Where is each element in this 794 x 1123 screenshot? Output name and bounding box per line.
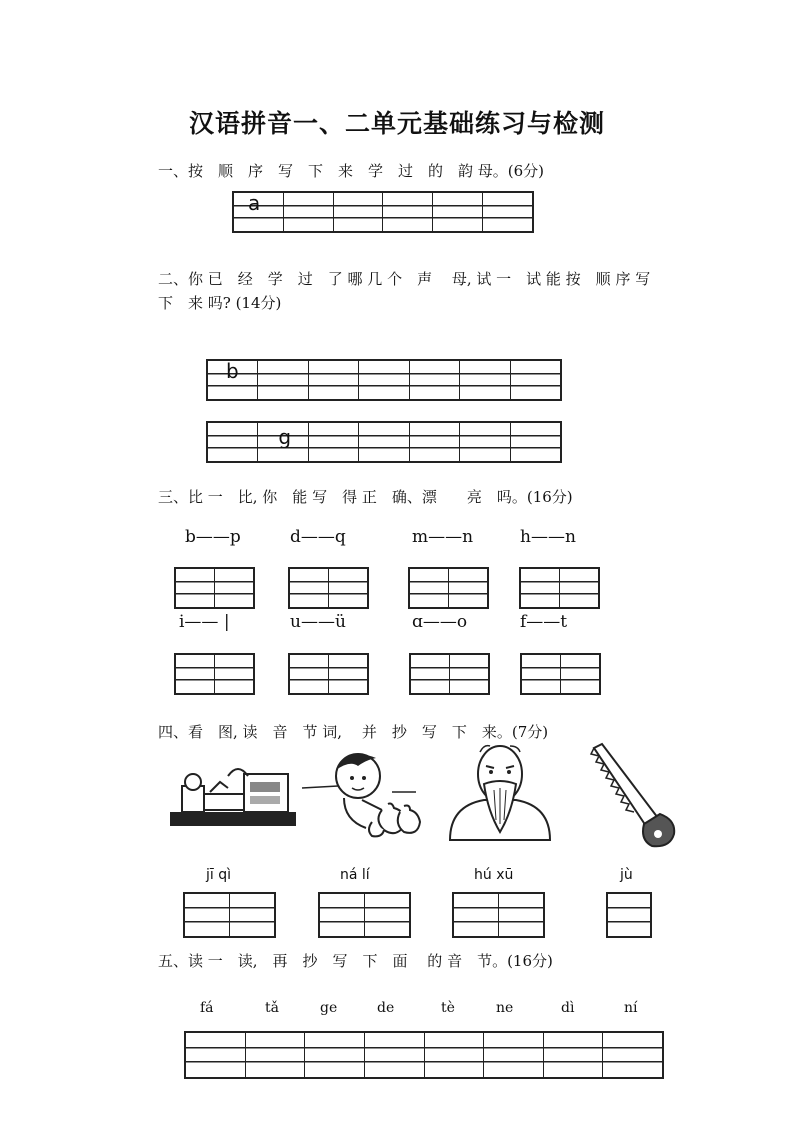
grid-cell[interactable] — [334, 193, 384, 231]
question-2-prompt-line2: 下 来 吗? (14分) — [158, 294, 282, 312]
machine-drawing — [168, 752, 298, 832]
syllable-label: fá — [200, 1000, 214, 1016]
letter-pair: f——t — [520, 612, 568, 632]
grid-cell[interactable] — [433, 193, 483, 231]
grid-cell[interactable] — [450, 655, 488, 693]
word-grid[interactable] — [452, 892, 545, 938]
grid-cell[interactable] — [290, 569, 329, 607]
question-2-grid-2[interactable] — [206, 421, 562, 463]
grid-cell[interactable] — [460, 423, 510, 461]
page-title: 汉语拼音一、二单元基础练习与检测 — [188, 109, 605, 138]
bearded-man-drawing — [444, 742, 556, 842]
question-2-prompt-line1: 二、你 已 经 学 过 了 哪 几 个 声 母, 试 一 试 能 按 顺 序 写 — [158, 270, 651, 288]
grid-cell[interactable] — [511, 423, 560, 461]
grid-cell[interactable] — [410, 569, 449, 607]
syllable-label: ge — [320, 1000, 338, 1016]
grid-cell[interactable] — [185, 894, 230, 936]
grid-cell[interactable] — [460, 361, 510, 399]
grid-cell[interactable] — [560, 569, 598, 607]
pair-grid[interactable] — [520, 653, 601, 695]
grid-cell[interactable] — [320, 894, 365, 936]
grid-cell[interactable] — [544, 1033, 604, 1077]
grid-cell[interactable] — [258, 361, 308, 399]
grid-cell[interactable] — [215, 569, 253, 607]
pinyin-label: hú xū — [474, 867, 514, 883]
prefilled-letter: g — [278, 425, 292, 449]
grid-cell[interactable] — [359, 361, 409, 399]
syllable-label: ní — [624, 1000, 638, 1016]
letter-pair: h——n — [520, 527, 576, 547]
grid-cell[interactable] — [359, 423, 409, 461]
grid-cell[interactable] — [410, 361, 460, 399]
grid-cell[interactable] — [383, 193, 433, 231]
pair-grid[interactable] — [288, 567, 369, 609]
syllable-label: tǎ — [265, 1000, 279, 1016]
grid-cell[interactable] — [234, 193, 284, 231]
grid-cell[interactable] — [305, 1033, 365, 1077]
pinyin-label: jī qì — [206, 867, 232, 883]
letter-pair: b——p — [185, 527, 241, 547]
grid-cell[interactable] — [290, 655, 329, 693]
grid-cell[interactable] — [425, 1033, 485, 1077]
grid-cell[interactable] — [208, 361, 258, 399]
pinyin-label: jù — [620, 867, 633, 883]
grid-cell[interactable] — [208, 423, 258, 461]
question-3-prompt: 三、比 一 比, 你 能 写 得 正 确、漂 亮 吗。(16分) — [158, 488, 573, 506]
question-1-grid[interactable] — [232, 191, 534, 233]
grid-cell[interactable] — [365, 1033, 425, 1077]
grid-cell[interactable] — [309, 423, 359, 461]
grid-cell[interactable] — [284, 193, 334, 231]
word-grid[interactable] — [606, 892, 652, 938]
question-5-grid[interactable] — [184, 1031, 664, 1079]
grid-cell[interactable] — [449, 569, 487, 607]
grid-cell[interactable] — [258, 423, 308, 461]
grid-cell[interactable] — [176, 569, 215, 607]
grid-cell[interactable] — [230, 894, 274, 936]
grid-cell[interactable] — [410, 423, 460, 461]
letter-pair: i—— | — [179, 612, 230, 632]
pinyin-label: ná lí — [340, 867, 370, 883]
grid-cell[interactable] — [365, 894, 409, 936]
letter-pair: m——n — [412, 527, 474, 547]
syllable-label: ne — [496, 1000, 514, 1016]
grid-cell[interactable] — [454, 894, 499, 936]
syllable-label: dì — [561, 1000, 575, 1016]
syllable-label: de — [377, 1000, 395, 1016]
prefilled-letter: b — [226, 359, 239, 383]
pair-grid[interactable] — [288, 653, 369, 695]
question-1-prompt: 一、按 顺 序 写 下 来 学 过 的 韵 母。(6分) — [158, 162, 545, 180]
grid-cell[interactable] — [411, 655, 450, 693]
pair-grid[interactable] — [409, 653, 490, 695]
grid-cell[interactable] — [176, 655, 215, 693]
grid-cell[interactable] — [309, 361, 359, 399]
pair-grid[interactable] — [519, 567, 600, 609]
letter-pair: u——ü — [290, 612, 346, 632]
grid-cell[interactable] — [483, 193, 532, 231]
grid-cell[interactable] — [215, 655, 253, 693]
child-pears-drawing — [300, 748, 425, 838]
letter-pair: d——q — [290, 527, 346, 547]
grid-cell[interactable] — [186, 1033, 246, 1077]
pair-grid[interactable] — [408, 567, 489, 609]
word-grid[interactable] — [183, 892, 276, 938]
letter-pair: ɑ——o — [412, 612, 468, 632]
grid-cell[interactable] — [484, 1033, 544, 1077]
question-5-prompt: 五、读 一 读, 再 抄 写 下 面 的 音 节。(16分) — [158, 952, 553, 970]
grid-cell[interactable] — [561, 655, 599, 693]
grid-cell[interactable] — [603, 1033, 662, 1077]
question-2-grid-1[interactable] — [206, 359, 562, 401]
grid-cell[interactable] — [246, 1033, 306, 1077]
grid-cell[interactable] — [522, 655, 561, 693]
grid-cell[interactable] — [511, 361, 560, 399]
question-4-prompt: 四、看 图, 读 音 节 词, 并 抄 写 下 来。(7分) — [158, 723, 549, 741]
grid-cell[interactable] — [329, 655, 367, 693]
grid-cell[interactable] — [329, 569, 367, 607]
grid-cell[interactable] — [499, 894, 543, 936]
pair-grid[interactable] — [174, 567, 255, 609]
word-grid[interactable] — [318, 892, 411, 938]
saw-drawing — [588, 742, 678, 848]
grid-cell[interactable] — [521, 569, 560, 607]
syllable-label: tè — [441, 1000, 455, 1016]
prefilled-letter: a — [248, 191, 261, 215]
grid-cell[interactable] — [608, 894, 650, 936]
pair-grid[interactable] — [174, 653, 255, 695]
